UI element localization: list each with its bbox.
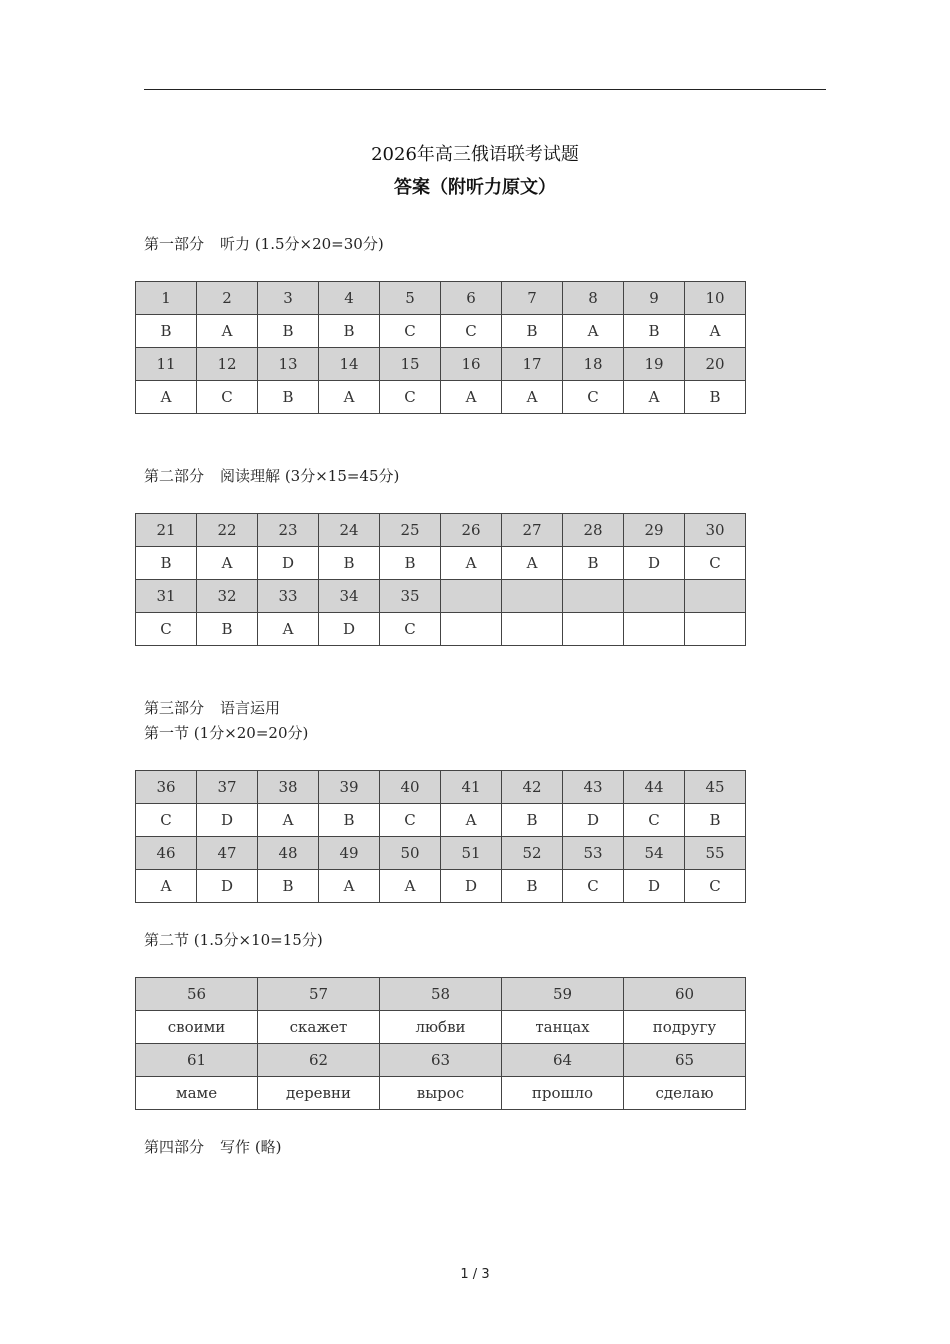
question-number-cell: 11: [136, 348, 197, 381]
answer-cell: D: [258, 547, 319, 580]
answer-cell: [502, 613, 563, 646]
answer-cell: своими: [136, 1011, 258, 1044]
answer-row: [136, 547, 746, 580]
question-number-cell: 63: [380, 1044, 502, 1077]
question-number-cell: 46: [136, 837, 197, 870]
question-number-cell: 65: [624, 1044, 746, 1077]
answer-cell: прошло: [502, 1077, 624, 1110]
question-number-cell: 52: [502, 837, 563, 870]
answer-cell: A: [136, 870, 197, 903]
answer-cell: B: [319, 315, 380, 348]
answer-cell: A: [441, 381, 502, 414]
question-number-cell: 21: [136, 514, 197, 547]
question-number-cell: 17: [502, 348, 563, 381]
question-number-cell: 3: [258, 282, 319, 315]
answer-cell: C: [685, 547, 746, 580]
answer-cell: [563, 613, 624, 646]
part3-heading: [144, 697, 280, 718]
question-number-cell: 61: [136, 1044, 258, 1077]
question-number-cell: 22: [197, 514, 258, 547]
question-number-cell: 9: [624, 282, 685, 315]
answer-cell: танцах: [502, 1011, 624, 1044]
answer-cell: C: [380, 315, 441, 348]
question-number-cell: 36: [136, 771, 197, 804]
document-subtitle: 答案（附听力原文）: [394, 177, 556, 198]
answer-cell: C: [563, 870, 624, 903]
section1-label: 第一节: [144, 724, 190, 742]
question-number-cell: 39: [319, 771, 380, 804]
part1-answer-table: [135, 281, 746, 414]
answer-cell: D: [197, 804, 258, 837]
answer-cell: C: [136, 804, 197, 837]
question-number-cell: 13: [258, 348, 319, 381]
section1-score: (1分×20=20分): [193, 724, 309, 742]
answer-cell: B: [380, 547, 441, 580]
answer-cell: C: [441, 315, 502, 348]
part2-answer-table: [135, 513, 746, 646]
question-number-cell: 30: [685, 514, 746, 547]
question-number-cell: 51: [441, 837, 502, 870]
answer-cell: B: [136, 547, 197, 580]
question-number-row: [136, 771, 746, 804]
question-number-cell: 41: [441, 771, 502, 804]
question-number-row: [136, 514, 746, 547]
question-number-cell: 18: [563, 348, 624, 381]
answer-cell: деревни: [258, 1077, 380, 1110]
answer-cell: подругу: [624, 1011, 746, 1044]
part3-label: 第三部分: [144, 699, 205, 717]
answer-cell: B: [563, 547, 624, 580]
answer-cell: вырос: [380, 1077, 502, 1110]
question-number-cell: 49: [319, 837, 380, 870]
answer-cell: C: [380, 613, 441, 646]
answer-cell: A: [258, 613, 319, 646]
question-number-row: [136, 348, 746, 381]
question-number-cell: 42: [502, 771, 563, 804]
question-number-cell: 16: [441, 348, 502, 381]
part2-name: 阅读理解: [220, 467, 281, 485]
part4-heading: [144, 1136, 282, 1157]
answer-cell: B: [258, 381, 319, 414]
question-number-cell: 37: [197, 771, 258, 804]
question-number-cell: 24: [319, 514, 380, 547]
answer-cell: B: [624, 315, 685, 348]
question-number-cell: 64: [502, 1044, 624, 1077]
answer-cell: C: [136, 613, 197, 646]
answer-cell: скажет: [258, 1011, 380, 1044]
question-number-cell: 26: [441, 514, 502, 547]
answer-row: [136, 315, 746, 348]
part3-section1-answer-table: [135, 770, 746, 903]
part1-label: 第一部分: [144, 235, 205, 253]
part2-score: (3分×15=45分): [284, 467, 400, 485]
answer-cell: A: [319, 381, 380, 414]
question-number-row: [136, 282, 746, 315]
answer-cell: A: [380, 870, 441, 903]
part3-section2-answer-table: [135, 977, 746, 1110]
question-number-cell: 54: [624, 837, 685, 870]
part2-label: 第二部分: [144, 467, 205, 485]
answer-cell: A: [136, 381, 197, 414]
question-number-row: [136, 580, 746, 613]
question-number-cell: 45: [685, 771, 746, 804]
answer-row: [136, 613, 746, 646]
answer-cell: B: [258, 870, 319, 903]
question-number-cell: 47: [197, 837, 258, 870]
answer-cell: D: [624, 870, 685, 903]
answer-cell: A: [502, 547, 563, 580]
answer-cell: B: [258, 315, 319, 348]
question-number-cell: 57: [258, 978, 380, 1011]
part1-heading: [144, 233, 384, 254]
part1-score: (1.5分×20=30分): [254, 235, 384, 253]
question-number-cell: 38: [258, 771, 319, 804]
part4-note: (略): [254, 1138, 282, 1156]
answer-cell: A: [258, 804, 319, 837]
question-number-cell: 56: [136, 978, 258, 1011]
answer-cell: B: [502, 804, 563, 837]
answer-cell: B: [502, 870, 563, 903]
answer-row: [136, 381, 746, 414]
header-rule: [144, 89, 826, 90]
answer-cell: A: [319, 870, 380, 903]
answer-cell: A: [441, 804, 502, 837]
answer-cell: A: [685, 315, 746, 348]
answer-cell: B: [502, 315, 563, 348]
question-number-cell: [624, 580, 685, 613]
question-number-cell: 48: [258, 837, 319, 870]
answer-cell: B: [685, 381, 746, 414]
question-number-cell: 6: [441, 282, 502, 315]
answer-cell: A: [563, 315, 624, 348]
answer-cell: [685, 613, 746, 646]
answer-row: [136, 1011, 746, 1044]
answer-cell: A: [197, 315, 258, 348]
answer-cell: D: [319, 613, 380, 646]
answer-cell: [624, 613, 685, 646]
question-number-cell: 15: [380, 348, 441, 381]
question-number-cell: 55: [685, 837, 746, 870]
question-number-cell: 1: [136, 282, 197, 315]
section2-label: 第二节: [144, 931, 190, 949]
answer-row: [136, 870, 746, 903]
question-number-cell: 7: [502, 282, 563, 315]
answer-cell: C: [563, 381, 624, 414]
answer-cell: D: [624, 547, 685, 580]
question-number-cell: 2: [197, 282, 258, 315]
question-number-cell: 29: [624, 514, 685, 547]
question-number-cell: [685, 580, 746, 613]
answer-cell: A: [197, 547, 258, 580]
question-number-cell: [563, 580, 624, 613]
question-number-cell: 31: [136, 580, 197, 613]
answer-cell: [441, 613, 502, 646]
question-number-cell: [502, 580, 563, 613]
question-number-cell: 60: [624, 978, 746, 1011]
question-number-row: [136, 837, 746, 870]
answer-cell: C: [380, 381, 441, 414]
part3-section1-heading: [144, 722, 308, 743]
answer-row: [136, 1077, 746, 1110]
question-number-cell: 20: [685, 348, 746, 381]
question-number-cell: 4: [319, 282, 380, 315]
question-number-cell: 8: [563, 282, 624, 315]
question-number-cell: 58: [380, 978, 502, 1011]
part2-heading: [144, 465, 399, 486]
part4-label: 第四部分: [144, 1138, 205, 1156]
question-number-cell: 23: [258, 514, 319, 547]
section2-score: (1.5分×10=15分): [193, 931, 323, 949]
question-number-row: [136, 1044, 746, 1077]
question-number-cell: 14: [319, 348, 380, 381]
question-number-cell: 34: [319, 580, 380, 613]
answer-row: [136, 804, 746, 837]
answer-cell: B: [685, 804, 746, 837]
answer-cell: B: [136, 315, 197, 348]
answer-cell: C: [380, 804, 441, 837]
document-title: 2026年高三俄语联考试题: [371, 144, 579, 165]
question-number-cell: 10: [685, 282, 746, 315]
question-number-cell: 25: [380, 514, 441, 547]
answer-cell: маме: [136, 1077, 258, 1110]
question-number-cell: 43: [563, 771, 624, 804]
part1-name: 听力: [220, 235, 251, 253]
answer-cell: C: [624, 804, 685, 837]
question-number-cell: 27: [502, 514, 563, 547]
question-number-cell: 59: [502, 978, 624, 1011]
part4-name: 写作: [220, 1138, 251, 1156]
question-number-row: [136, 978, 746, 1011]
answer-cell: D: [197, 870, 258, 903]
answer-cell: A: [441, 547, 502, 580]
question-number-cell: 5: [380, 282, 441, 315]
question-number-cell: 40: [380, 771, 441, 804]
question-number-cell: 32: [197, 580, 258, 613]
part3-section2-heading: [144, 929, 323, 950]
answer-cell: C: [197, 381, 258, 414]
question-number-cell: 12: [197, 348, 258, 381]
question-number-cell: 50: [380, 837, 441, 870]
question-number-cell: 33: [258, 580, 319, 613]
answer-cell: B: [319, 547, 380, 580]
question-number-cell: 28: [563, 514, 624, 547]
question-number-cell: 44: [624, 771, 685, 804]
answer-cell: сделаю: [624, 1077, 746, 1110]
part3-name: 语言运用: [220, 699, 281, 717]
question-number-cell: 35: [380, 580, 441, 613]
question-number-cell: 53: [563, 837, 624, 870]
question-number-cell: [441, 580, 502, 613]
answer-cell: любви: [380, 1011, 502, 1044]
answer-cell: A: [624, 381, 685, 414]
answer-cell: A: [502, 381, 563, 414]
question-number-cell: 62: [258, 1044, 380, 1077]
page-number: 1 / 3: [460, 1267, 490, 1282]
answer-cell: D: [441, 870, 502, 903]
answer-cell: B: [197, 613, 258, 646]
question-number-cell: 19: [624, 348, 685, 381]
answer-cell: D: [563, 804, 624, 837]
answer-cell: C: [685, 870, 746, 903]
answer-cell: B: [319, 804, 380, 837]
